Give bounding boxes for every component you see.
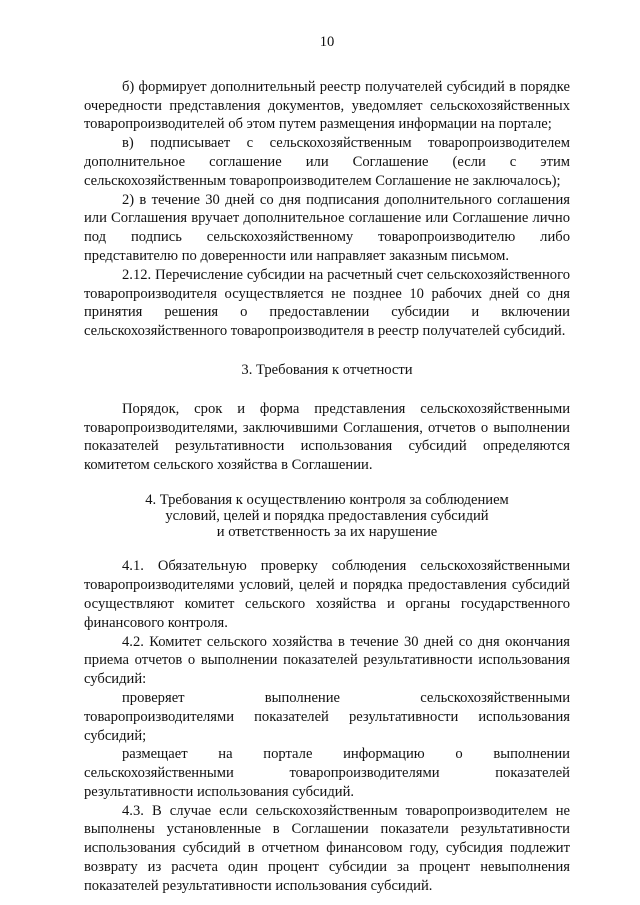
paragraph-2: 2) в течение 30 дней со дня подписания дополнительного соглашения или Соглашения вручает дополнительное соглашение или Соглашение лично под подпись сельскохозяйственному товаропроизводителю либо представителю по доверенности или направляет заказным письмом. (84, 191, 570, 264)
section-2-continued (84, 78, 570, 341)
paragraph-v: в) подписывает с сельскохозяйственным товаропроизводителем дополнительное соглашение или Соглашение (если с этим сельскохозяйственным товаропроизводителем Соглашение не заключалось); (84, 135, 570, 189)
section-3-heading: 3. Требования к отчетности (241, 361, 413, 378)
paragraph-publishes: размещает на портале информацию о выполнении сельскохозяйственными товаропроизводителями показателей результативности использования субсидий. (84, 746, 570, 800)
paragraph-4-3: 4.3. В случае если сельскохозяйственным товаропроизводителем не выполнены установленные в Соглашении показатели результативности использования субсидий в отчетном финансовом году, субсидия подлежит возврату из расчета один процент субсидии за процент невыполнения показателей результативности использования субсидий. (84, 802, 570, 894)
section-3 (84, 400, 570, 475)
page-number: 10 (319, 34, 335, 50)
section-4-heading-line: 4. Требования к осуществлению контроля за соблюдением (145, 491, 509, 508)
paragraph-checks: проверяет выполнение сельскохозяйственными товаропроизводителями показателей результативности использования субсидий; (84, 689, 570, 744)
paragraph-4-2: 4.2. Комитет сельского хозяйства в течение 30 дней со дня окончания приема отчетов о выполнении показателей результативности использования субсидий: (84, 633, 570, 688)
paragraph-2-12: 2.12. Перечисление субсидии на расчетный счет сельскохозяйственного товаропроизводителя осуществляется не позднее 10 рабочих дней со дня принятия решения о предоставлении субсидии и включении сельскохозяйственного товаропроизводителя в реестр получателей субсидий. (84, 266, 570, 340)
section-4-heading-line: и ответственность за их нарушение (216, 523, 438, 540)
paragraph-reporting: Порядок, срок и форма представления сельскохозяйственными товаропроизводителями, заключившими Соглашения, отчетов о выполнении показателей результативности использования субсидий определяются комитетом сельского хозяйства в Соглашении. (84, 400, 570, 474)
paragraph-b: б) формирует дополнительный реестр получателей субсидий в порядке очередности представления документов, уведомляет сельскохозяйственных товаропроизводителей об этом путем размещения информации на портале; (84, 78, 570, 133)
section-4-heading-line: условий, целей и порядка предоставления субсидий (165, 507, 489, 524)
section-4 (84, 557, 570, 895)
paragraph-4-1: 4.1. Обязательную проверку соблюдения сельскохозяйственными товаропроизводителями условий, целей и порядка предоставления субсидий осуществляют комитет сельского хозяйства и органы государственного финансового контроля. (84, 558, 570, 631)
section-4-heading (84, 493, 570, 540)
